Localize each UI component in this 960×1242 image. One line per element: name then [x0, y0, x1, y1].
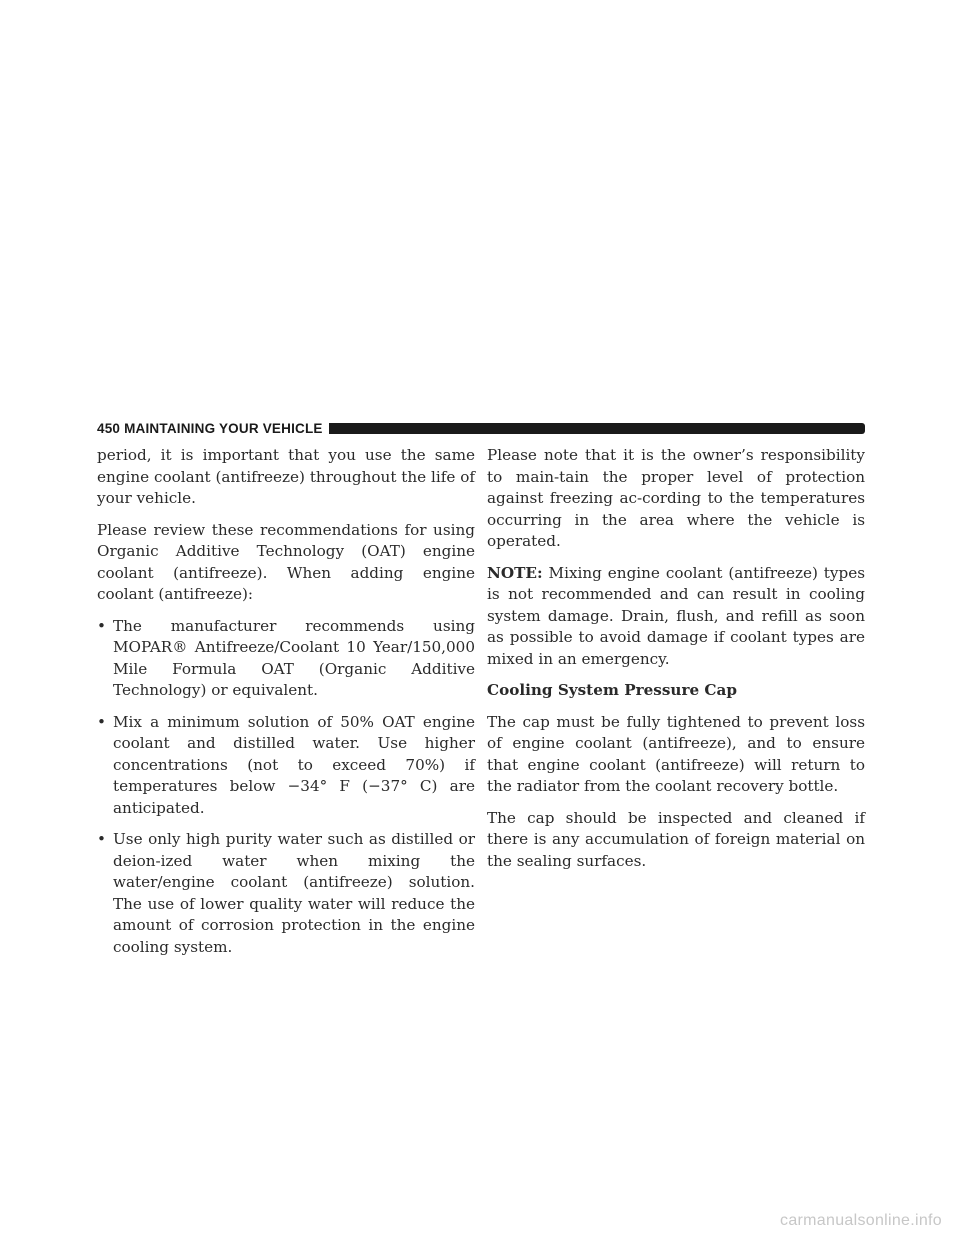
- list-item: [97, 829, 475, 958]
- right-column: [487, 445, 865, 882]
- list-item-text: Mix a minimum solution of 50% OAT engine coolant and distilled water. Use higher concentrations (not to exceed 70%) if temperatures below −34° F (−37° C) are anticipated.: [113, 712, 475, 817]
- bullet-icon: •: [97, 712, 106, 731]
- note-text: Mixing engine coolant (antifreeze) types is not recommended and can result in cooling system damage. Drain, flush, and refill as soon as possible to avoid damage if coolant types are mixed in an emergency.: [487, 563, 865, 668]
- list-item-text: The manufacturer recommends using MOPAR® Antifreeze/Coolant 10 Year/150,000 Mile Formula OAT (Organic Additive Technology) or equivalent.: [113, 616, 475, 699]
- list-item: [97, 712, 475, 820]
- note-label: NOTE:: [487, 563, 543, 582]
- header-title: [97, 421, 323, 436]
- section-title: MAINTAINING YOUR VEHICLE: [124, 420, 323, 436]
- list-item: [97, 616, 475, 702]
- paragraph: Please review these recommendations for using Organic Additive Technology (OAT) engine coolant (antifreeze). When adding engine coolant (antifreeze):: [97, 520, 475, 603]
- page-header: [97, 419, 865, 437]
- paragraph: The cap should be inspected and cleaned if there is any accumulation of foreign material on the sealing surfaces.: [487, 808, 865, 870]
- paragraph: Please note that it is the owner’s responsibility to main-tain the proper level of protection against freezing ac-cording to the temperatures occurring in the area where the vehicle is operated.: [487, 446, 865, 550]
- paragraph: The cap must be fully tightened to prevent loss of engine coolant (antifreeze), and to ensure that engine coolant (antifreeze) will return to the radiator from the coolant recovery bottle.: [487, 712, 865, 795]
- list-item-text: Use only high purity water such as distilled or deion-ized water when mixing the water/engine coolant (antifreeze) solution. The use of lower quality water will reduce the amount of corrosion protection in the engine cooling system.: [113, 830, 475, 956]
- header-rule: [329, 423, 865, 434]
- section-heading: Cooling System Pressure Cap: [487, 681, 737, 699]
- note-paragraph: [487, 563, 865, 671]
- paragraph: period, it is important that you use the same engine coolant (antifreeze) throughout the life of your vehicle.: [97, 446, 475, 507]
- left-column: [97, 445, 475, 968]
- bullet-icon: •: [97, 830, 106, 848]
- page-number: 450: [97, 420, 121, 436]
- watermark: carmanualsonline.info: [780, 1212, 942, 1229]
- bullet-icon: •: [97, 616, 106, 635]
